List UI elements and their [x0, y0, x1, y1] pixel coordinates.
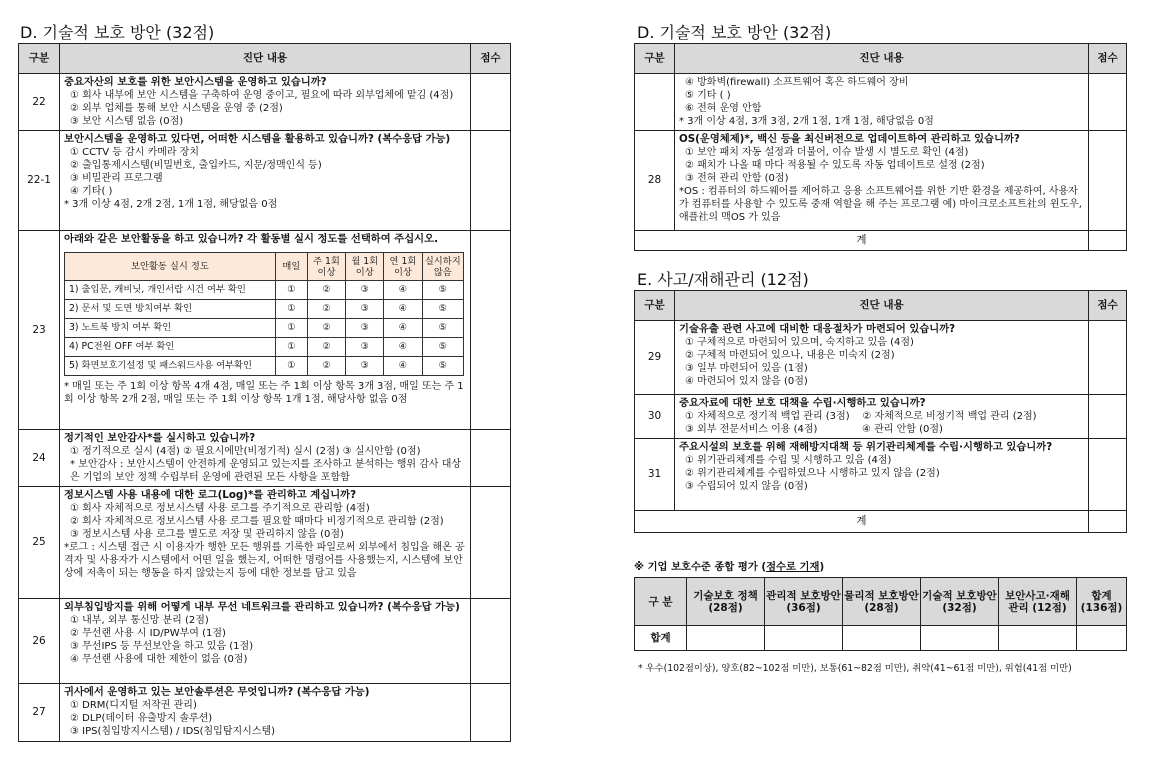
- rating-footnote: * 우수(102점이상), 양호(82~102점 미만), 보통(61~82점 미만), 취약(41~61점 미만), 위험(41점 미만): [638, 663, 1072, 674]
- left-survey-table: [18, 43, 511, 742]
- choice-4[interactable]: ④: [384, 338, 422, 357]
- activity-header: 월 1회 이상: [346, 253, 384, 281]
- total-label: 계: [635, 231, 1089, 251]
- question-text: 중요자료에 대한 보호 대책을 수립·시행하고 있습니까?: [679, 397, 926, 409]
- option-2[interactable]: ② 위기관리체계를 수립하였으나 시행하고 있지 않음 (2점): [685, 468, 940, 479]
- header-content: 진단 내용: [675, 44, 1089, 74]
- score-cell[interactable]: [471, 131, 511, 231]
- summary-score-cell[interactable]: [1077, 626, 1127, 651]
- question-number: 22: [19, 74, 60, 131]
- question-number: 24: [19, 430, 60, 487]
- left-section-title: D. 기술적 보호 방안 (32점): [20, 23, 215, 42]
- question-content: [60, 487, 471, 599]
- question-content: [675, 74, 1089, 131]
- header-content: 진단 내용: [60, 44, 471, 74]
- header-content: 진단 내용: [675, 291, 1089, 321]
- question-text: OS(운영체제)*, 백신 등을 최신버전으로 업데이트하여 관리하고 있습니까?: [679, 133, 1020, 145]
- summary-header: 보안사고·재해 관리 (12점): [999, 578, 1077, 626]
- option-3[interactable]: ③ 무선IPS 등 무선보안을 하고 있음 (1점): [70, 641, 254, 652]
- summary-header: 기술적 보호방안 (32점): [921, 578, 999, 626]
- question-text: 보안시스템을 운영하고 있다면, 어떠한 시스템을 활용하고 있습니까? (복수응답 가능): [64, 133, 451, 145]
- question-text: 아래와 같은 보안활동을 하고 있습니까? 각 활동별 실시 정도를 선택하여 주십시오.: [64, 233, 438, 245]
- header-category: 구분: [635, 291, 675, 321]
- question-number: 25: [19, 487, 60, 599]
- summary-score-cell[interactable]: [921, 626, 999, 651]
- score-cell[interactable]: [471, 74, 511, 131]
- option-2[interactable]: ② 패치가 나올 때 마다 적용될 수 있도록 자동 업데이트로 설정 (2점): [685, 160, 985, 171]
- table-row: [635, 321, 1127, 395]
- question-number: 23: [19, 231, 60, 430]
- header-score: 점수: [1089, 44, 1127, 74]
- option-3[interactable]: ③ 일부 마련되어 있음 (1점): [685, 363, 808, 374]
- activity-header: 실시하지 않음: [422, 253, 463, 281]
- choice-1[interactable]: ①: [275, 300, 307, 319]
- activity-label: 1) 출입문, 캐비닛, 개인서랍 시건 여부 확인: [65, 281, 276, 300]
- score-cell[interactable]: [471, 599, 511, 684]
- summary-header: 기술보호 정책 (28점): [687, 578, 765, 626]
- table-row: [635, 74, 1127, 131]
- score-cell[interactable]: [471, 684, 511, 742]
- question-number: 31: [635, 439, 675, 511]
- choice-3[interactable]: ③: [346, 300, 384, 319]
- summary-score-cell[interactable]: [843, 626, 921, 651]
- choice-5[interactable]: ⑤: [422, 281, 463, 300]
- right-survey-table-d: [634, 43, 1127, 251]
- option-row-2[interactable]: ③ 외부 전문서비스 이용 (4점) ④ 관리 안함 (0점): [685, 424, 943, 435]
- question-text: 외부침입방지를 위해 어떻게 내부 무선 네트워크를 관리하고 있습니까? (복수응답 가능): [64, 601, 460, 613]
- summary-header: 합계 (136점): [1077, 578, 1127, 626]
- scoring-note: *OS : 컴퓨터의 하드웨어를 제어하고 응용 소프트웨어를 위한 기반 환경을 제공하여, 사용자가 컴퓨터를 사용할 수 있도록 중재 역할을 해 주는 프로그램 예) 마이크로소프트社의 윈도우, 애플社의 맥OS 가 있음: [679, 186, 1082, 223]
- option-2[interactable]: ② 구체적 마련되어 있으나, 내용은 미숙지 (2점): [685, 350, 895, 361]
- option-1[interactable]: ① 회사 내부에 보안 시스템을 구축하여 운영 중이고, 필요에 따라 외부업체에 맡김 (4점): [70, 90, 454, 101]
- table-row: [19, 599, 511, 684]
- summary-label-underline: 점수로 기재: [766, 561, 820, 573]
- table-row: [19, 487, 511, 599]
- option-4[interactable]: ④ 방화벽(firewall) 소프트웨어 혹은 하드웨어 장비: [685, 77, 909, 88]
- choice-2[interactable]: ②: [307, 300, 345, 319]
- question-number: 22-1: [19, 131, 60, 231]
- option-3[interactable]: ③ 전혀 관리 안함 (0점): [685, 173, 789, 184]
- right-section-title-e: E. 사고/재해관리 (12점): [637, 270, 809, 289]
- scoring-note: * 보안감사 : 보안시스템이 안전하게 운영되고 있는지를 조사하고 분석하는 행위 감사 대상은 기업의 보안 정책 수립부터 운영에 관련된 모든 사항을 포함함: [70, 459, 462, 483]
- choice-4[interactable]: ④: [384, 300, 422, 319]
- choice-2[interactable]: ②: [307, 281, 345, 300]
- score-cell[interactable]: [1089, 74, 1127, 131]
- activity-label: 5) 화면보호기설정 및 패스워드사용 여부확인: [65, 357, 276, 376]
- question-content: [60, 131, 471, 231]
- choice-3[interactable]: ③: [346, 357, 384, 376]
- activity-header: 연 1회 이상: [384, 253, 422, 281]
- option-1[interactable]: ① 내부, 외부 통신망 분리 (2점): [70, 615, 209, 626]
- question-number: 29: [635, 321, 675, 395]
- total-row: [635, 231, 1127, 251]
- choice-4[interactable]: ④: [384, 281, 422, 300]
- option-1[interactable]: ① 구체적으로 마련되어 있으며, 숙지하고 있음 (4점): [685, 337, 914, 348]
- option-4[interactable]: ④ 무선랜 사용에 대한 제한이 없음 (0점): [70, 654, 248, 665]
- choice-2[interactable]: ②: [307, 338, 345, 357]
- choice-1[interactable]: ①: [275, 338, 307, 357]
- activity-label: 3) 노트북 방치 여부 확인: [65, 319, 276, 338]
- question-text: 정기적인 보안감사*를 실시하고 있습니까?: [64, 432, 256, 444]
- score-cell[interactable]: [471, 487, 511, 599]
- option-3[interactable]: ③ IPS(침입방지시스템) / IDS(침입탐지시스템): [70, 726, 276, 737]
- table-row: [19, 430, 511, 487]
- choice-1[interactable]: ①: [275, 357, 307, 376]
- option-3[interactable]: ③ 비밀관리 프로그램: [70, 173, 163, 184]
- option-6[interactable]: ⑥ 전혀 운영 안함: [685, 103, 762, 114]
- question-number: [635, 74, 675, 131]
- question-text: 정보시스템 사용 내용에 대한 로그(Log)*를 관리하고 계십니까?: [64, 489, 357, 501]
- table-row: [635, 439, 1127, 511]
- total-score-cell[interactable]: [1089, 231, 1127, 251]
- table-row: [19, 231, 511, 430]
- question-text: 귀사에서 운영하고 있는 보안솔루션은 무엇입니까? (복수응답 가능): [64, 686, 370, 698]
- question-content: [675, 395, 1089, 439]
- total-row: [635, 511, 1127, 533]
- option-1[interactable]: ① 위기관리체계를 수립 및 시행하고 있음 (4점): [685, 455, 892, 466]
- activity-header: 주 1회 이상: [307, 253, 345, 281]
- option-1[interactable]: ① CCTV 등 감시 카메라 장치: [70, 147, 200, 158]
- question-content: [60, 599, 471, 684]
- question-text: 기술유출 관련 사고에 대비한 대응절차가 마련되어 있습니까?: [679, 323, 956, 335]
- total-score-cell[interactable]: [1089, 511, 1127, 533]
- score-cell[interactable]: [1089, 395, 1127, 439]
- question-number: 27: [19, 684, 60, 742]
- option-2[interactable]: ② 출입통제시스템(비밀번호, 출입카드, 지문/정맥인식 등): [70, 160, 322, 171]
- option-1[interactable]: ① 회사 자체적으로 정보시스템 사용 로그를 주기적으로 관리함 (4점): [70, 503, 370, 514]
- activity-row: [65, 357, 464, 376]
- summary-label: [634, 558, 824, 573]
- table-row: [635, 131, 1127, 231]
- option-2[interactable]: ② 외부 업체를 통해 보안 시스템을 운영 중 (2점): [70, 103, 283, 114]
- activity-row: [65, 319, 464, 338]
- option-5[interactable]: ⑤ 기타 ( ): [685, 90, 731, 101]
- question-content: [60, 231, 471, 430]
- score-cell[interactable]: [1089, 131, 1127, 231]
- choice-3[interactable]: ③: [346, 319, 384, 338]
- activity-header: 보안활동 실시 정도: [65, 253, 276, 281]
- choice-5[interactable]: ⑤: [422, 300, 463, 319]
- option-2[interactable]: ② DLP(데이터 유출방지 솔루션): [70, 713, 213, 724]
- table-row: [19, 74, 511, 131]
- choice-4[interactable]: ④: [384, 357, 422, 376]
- question-content: [60, 74, 471, 131]
- choice-5[interactable]: ⑤: [422, 338, 463, 357]
- summary-header: 관리적 보호방안 (36점): [765, 578, 843, 626]
- score-cell[interactable]: [471, 430, 511, 487]
- table-row: [635, 395, 1127, 439]
- right-section-title-d: D. 기술적 보호 방안 (32점): [637, 23, 832, 42]
- option-row-1[interactable]: ① 자체적으로 정기적 백업 관리 (3점) ② 자체적으로 비정기적 백업 관리 (2점): [685, 411, 1037, 422]
- scoring-note: * 매일 또는 주 1회 이상 항목 4개 4점, 매일 또는 주 1회 이상 항목 3개 3점, 매일 또는 주 1회 이상 항목 2개 2점, 매일 또는 주 1회 이상 항목 1개 1점, 해당사항 없음 0점: [64, 381, 464, 405]
- question-content: [60, 430, 471, 487]
- option-4[interactable]: ④ 기타( ): [70, 186, 113, 197]
- header-score: 점수: [1089, 291, 1127, 321]
- summary-label-suffix: ): [819, 561, 825, 573]
- summary-score-cell[interactable]: [765, 626, 843, 651]
- choice-3[interactable]: ③: [346, 281, 384, 300]
- question-content: [60, 684, 471, 742]
- summary-header: 구 분: [635, 578, 687, 626]
- option-3[interactable]: ③ 수립되어 있지 않음 (0점): [685, 481, 808, 492]
- table-row: [19, 684, 511, 742]
- question-content: [675, 131, 1089, 231]
- option-1[interactable]: ① 보안 패치 자동 설정과 더불어, 이슈 발생 시 별도로 확인 (4점): [685, 147, 969, 158]
- header-score: 점수: [471, 44, 511, 74]
- option-2[interactable]: ② 회사 자체적으로 정보시스템 사용 로그를 필요할 때마다 비정기적으로 관리함 (2점): [70, 516, 444, 527]
- scoring-note: *로그 : 시스템 접근 시 이용자가 행한 모든 행위를 기록한 파일로써 외부에서 침입을 해온 공격자 및 사용자가 시스템에서 어떤 일을 했는지, 어떠한 명령어를 사용했는지, 시스템에 보안상에 저촉이 되는 행동을 하지 않았는지 등에 대한 정보를 담고 있음: [64, 542, 465, 579]
- choice-2[interactable]: ②: [307, 319, 345, 338]
- scoring-note: * 3개 이상 4점, 3개 3점, 2개 1점, 1개 1점, 해당없음 0점: [679, 116, 934, 127]
- question-number: 28: [635, 131, 675, 231]
- score-cell[interactable]: [1089, 439, 1127, 511]
- activity-table: [64, 252, 464, 376]
- activity-row: [65, 300, 464, 319]
- option-3[interactable]: ③ 정보시스템 사용 로그를 별도로 저장 및 관리하지 않음 (0점): [70, 529, 344, 540]
- summary-row-label: 합계: [635, 626, 687, 651]
- summary-row: [635, 626, 1127, 651]
- option-4[interactable]: ④ 마련되어 있지 않음 (0점): [685, 376, 808, 387]
- right-survey-table-e: [634, 290, 1127, 533]
- question-number: 30: [635, 395, 675, 439]
- choice-1[interactable]: ①: [275, 319, 307, 338]
- summary-score-cell[interactable]: [687, 626, 765, 651]
- scoring-note: * 3개 이상 4점, 2개 2점, 1개 1점, 해당없음 0점: [64, 199, 278, 210]
- header-category: 구분: [19, 44, 60, 74]
- summary-table: [634, 577, 1127, 651]
- summary-score-cell[interactable]: [999, 626, 1077, 651]
- question-text: 주요시설의 보호를 위해 재해방지대책 등 위기관리체계를 수립·시행하고 있습니까?: [679, 441, 1053, 453]
- option-1[interactable]: ① DRM(디지털 저작권 관리): [70, 700, 197, 711]
- activity-row: [65, 281, 464, 300]
- question-number: 26: [19, 599, 60, 684]
- choice-5[interactable]: ⑤: [422, 357, 463, 376]
- summary-header: 물리적 보호방안 (28점): [843, 578, 921, 626]
- activity-header: 매일: [275, 253, 307, 281]
- table-row: [19, 131, 511, 231]
- summary-label-prefix: ※ 기업 보호수준 종합 평가 (: [634, 561, 767, 573]
- option-1[interactable]: ① 정기적으로 실시 (4점) ② 필요시에만(비정기적) 실시 (2점) ③ 실시안함 (0점): [70, 446, 421, 457]
- choice-5[interactable]: ⑤: [422, 319, 463, 338]
- option-3[interactable]: ③ 보안 시스템 없음 (0점): [70, 116, 184, 127]
- activity-row: [65, 338, 464, 357]
- choice-3[interactable]: ③: [346, 338, 384, 357]
- choice-1[interactable]: ①: [275, 281, 307, 300]
- activity-label: 4) PC전원 OFF 여부 확인: [65, 338, 276, 357]
- question-content: [675, 321, 1089, 395]
- question-content: [675, 439, 1089, 511]
- question-text: 중요자산의 보호를 위한 보안시스템을 운영하고 있습니까?: [64, 76, 327, 88]
- score-cell[interactable]: [1089, 321, 1127, 395]
- total-label: 계: [635, 511, 1089, 533]
- option-2[interactable]: ② 무선랜 사용 시 ID/PW부여 (1점): [70, 628, 226, 639]
- choice-2[interactable]: ②: [307, 357, 345, 376]
- choice-4[interactable]: ④: [384, 319, 422, 338]
- header-category: 구분: [635, 44, 675, 74]
- score-cell[interactable]: [471, 231, 511, 430]
- activity-label: 2) 문서 및 도면 방치여부 확인: [65, 300, 276, 319]
